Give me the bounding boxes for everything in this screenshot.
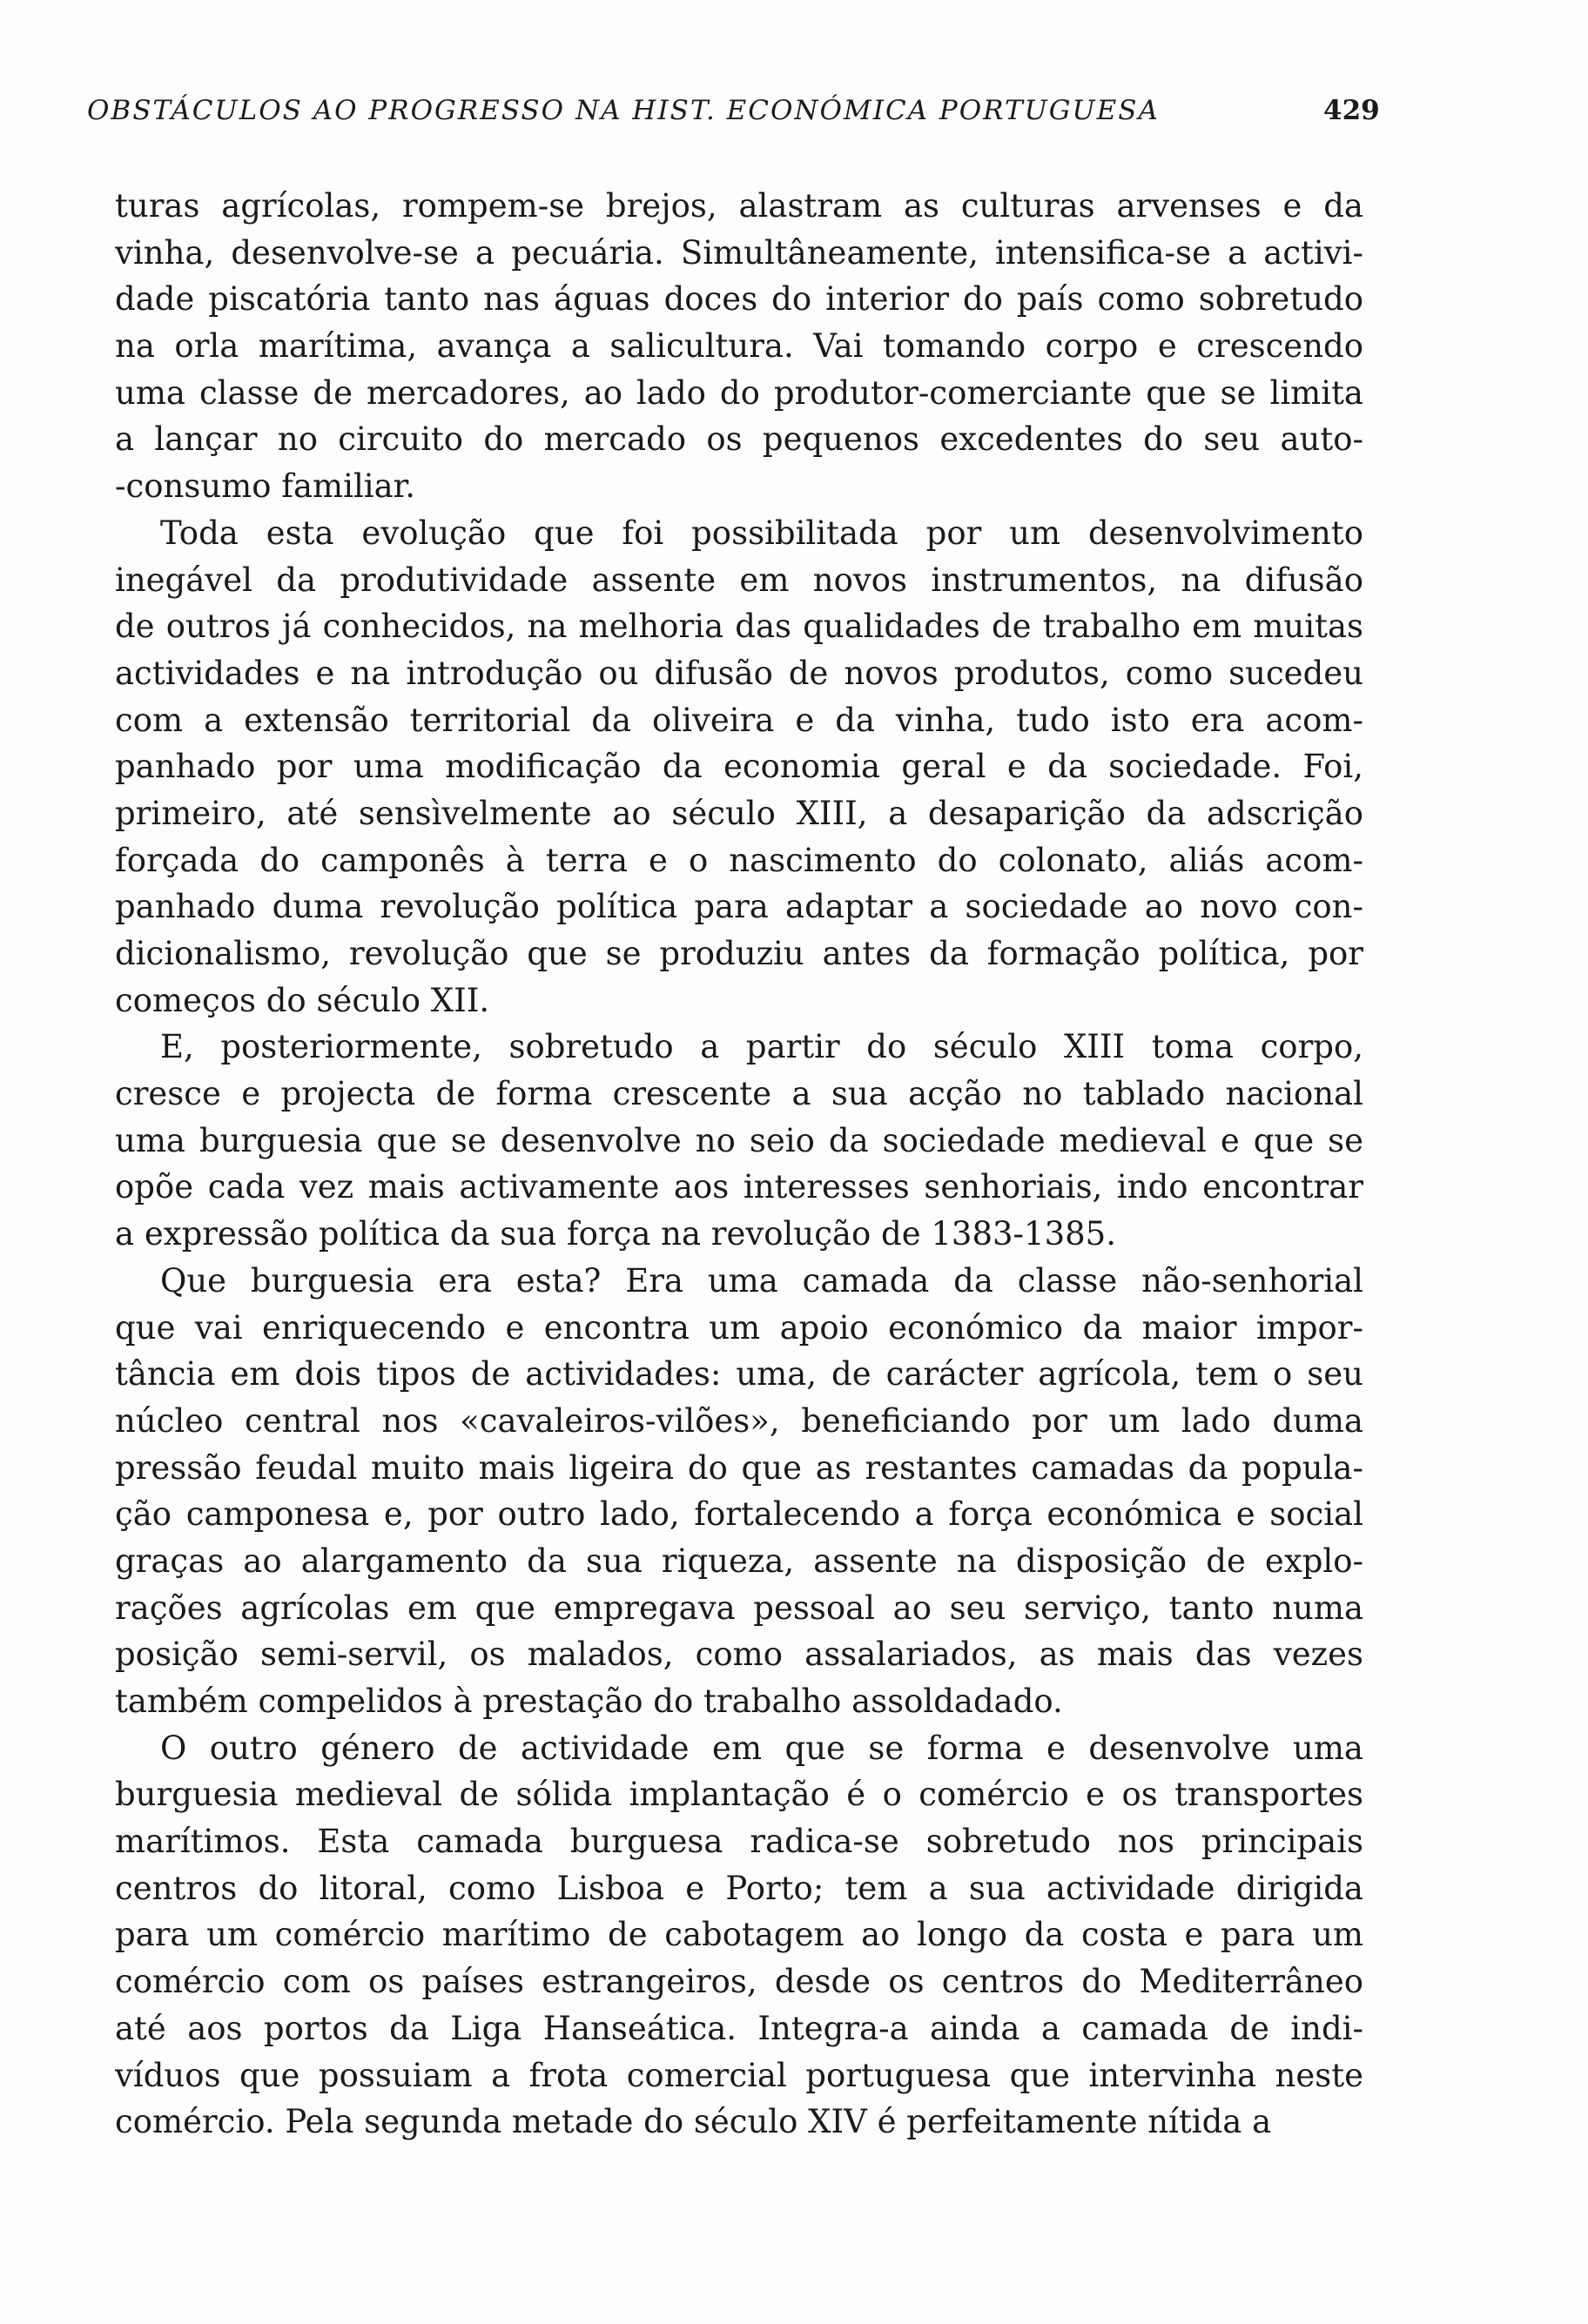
text-line: até aos portos da Liga Hanseática. Integra-a ainda a camada de indi-	[115, 2009, 1363, 2047]
text-line: O outro género de actividade em que se forma e desenvolve uma	[160, 1729, 1363, 1767]
text-line: na orla marítima, avança a salicultura. Vai tomando corpo e crescendo	[115, 327, 1363, 366]
text-line: burguesia medieval de sólida implantação é o comércio e os transportes	[115, 1776, 1363, 1814]
text-line: dicionalismo, revolução que se produziu antes da formação política, por	[115, 935, 1363, 972]
text-line: comércio com os países estrangeiros, desde os centros do Mediterrâneo	[115, 1963, 1363, 2001]
text-line: comércio. Pela segunda metade do século XIV é perfeitamente nítida a	[115, 2103, 1272, 2141]
page-number: 429	[1323, 95, 1380, 126]
text-line: ção camponesa e, por outro lado, fortalecendo a força económica e social	[115, 1495, 1363, 1534]
text-line: a lançar no circuito do mercado os pequenos excedentes do seu auto-	[115, 420, 1363, 459]
text-line: panhado duma revolução política para adaptar a sociedade ao novo con-	[115, 888, 1363, 926]
text-line: panhado por uma modificação da economia geral e da sociedade. Foi,	[115, 748, 1363, 786]
paragraph	[115, 510, 1363, 1024]
text-line: tância em dois tipos de actividades: uma, de carácter agrícola, tem o seu	[115, 1355, 1363, 1394]
paragraph	[115, 183, 1363, 510]
text-line: dade piscatória tanto nas águas doces do interior do país como sobretudo	[115, 280, 1363, 319]
text-line: uma classe de mercadores, ao lado do produtor-comerciante que se limita	[115, 373, 1363, 412]
paragraph	[115, 1725, 1363, 2146]
text-line: também compelidos à prestação do trabalho assoldadado.	[115, 1683, 1063, 1720]
text-line: primeiro, até sensìvelmente ao século XIII, a desaparição da adscrição	[115, 794, 1363, 832]
text-line: forçada do camponês à terra e o nascimento do colonato, aliás acom-	[115, 841, 1363, 879]
text-line: de outros já conhecidos, na melhoria das qualidades de trabalho em muitas	[115, 608, 1363, 646]
text-line: Toda esta evolução que foi possibilitada por um desenvolvimento	[160, 514, 1363, 552]
text-line: a expressão política da sua força na revolução de 1383-1385.	[115, 1215, 1116, 1253]
text-line: turas agrícolas, rompem-se brejos, alastram as culturas arvenses e da	[115, 187, 1363, 225]
text-line: E, posteriormente, sobretudo a partir do século XIII toma corpo,	[160, 1028, 1363, 1066]
paragraph	[115, 1258, 1363, 1725]
text-line: centros do litoral, como Lisboa e Porto; tem a sua actividade dirigida	[115, 1869, 1363, 1907]
text-line: rações agrícolas em que empregava pessoal ao seu serviço, tanto numa	[115, 1589, 1363, 1627]
text-line: víduos que possuiam a frota comercial portuguesa que intervinha neste	[115, 2056, 1363, 2094]
text-line: -consumo familiar.	[115, 467, 416, 506]
text-line: cresce e projecta de forma crescente a sua acção no tablado nacional	[115, 1075, 1363, 1113]
text-line: uma burguesia que se desenvolve no seio da sociedade medieval e que se	[115, 1121, 1363, 1159]
text-line: núcleo central nos «cavaleiros-vilões», beneficiando por um lado duma	[115, 1401, 1363, 1440]
text-line: inegável da produtividade assente em novos instrumentos, na difusão	[115, 561, 1363, 599]
paragraph	[115, 1024, 1363, 1257]
text-line: vinha, desenvolve-se a pecuária. Simultâneamente, intensifica-se a activi-	[115, 233, 1363, 272]
text-line: que vai enriquecendo e encontra um apoio económico da maior impor-	[115, 1308, 1363, 1347]
text-line: posição semi-servil, os malados, como assalariados, as mais das vezes	[115, 1636, 1363, 1674]
text-line: actividades e na introdução ou difusão de novos produtos, como sucedeu	[115, 654, 1363, 692]
running-head	[87, 89, 1393, 132]
text-line: com a extensão territorial da oliveira e da vinha, tudo isto era acom-	[115, 701, 1363, 739]
body-text	[115, 183, 1363, 2146]
text-line: para um comércio marítimo de cabotagem ao longo da costa e para um	[115, 1916, 1363, 1954]
text-line: graças ao alargamento da sua riqueza, assente na disposição de explo-	[115, 1541, 1363, 1580]
text-line: pressão feudal muito mais ligeira do que as restantes camadas da popula-	[115, 1448, 1363, 1487]
text-line: marítimos. Esta camada burguesa radica-se sobretudo nos principais	[115, 1823, 1363, 1861]
text-line: começos do século XII.	[115, 981, 490, 1019]
text-line: Que burguesia era esta? Era uma camada da classe não-senhorial	[160, 1261, 1363, 1300]
text-line: opõe cada vez mais activamente aos interesses senhoriais, indo encontrar	[115, 1168, 1363, 1206]
running-title: OBSTÁCULOS AO PROGRESSO NA HIST. ECONÓMICA PORTUGUESA	[87, 95, 1160, 126]
